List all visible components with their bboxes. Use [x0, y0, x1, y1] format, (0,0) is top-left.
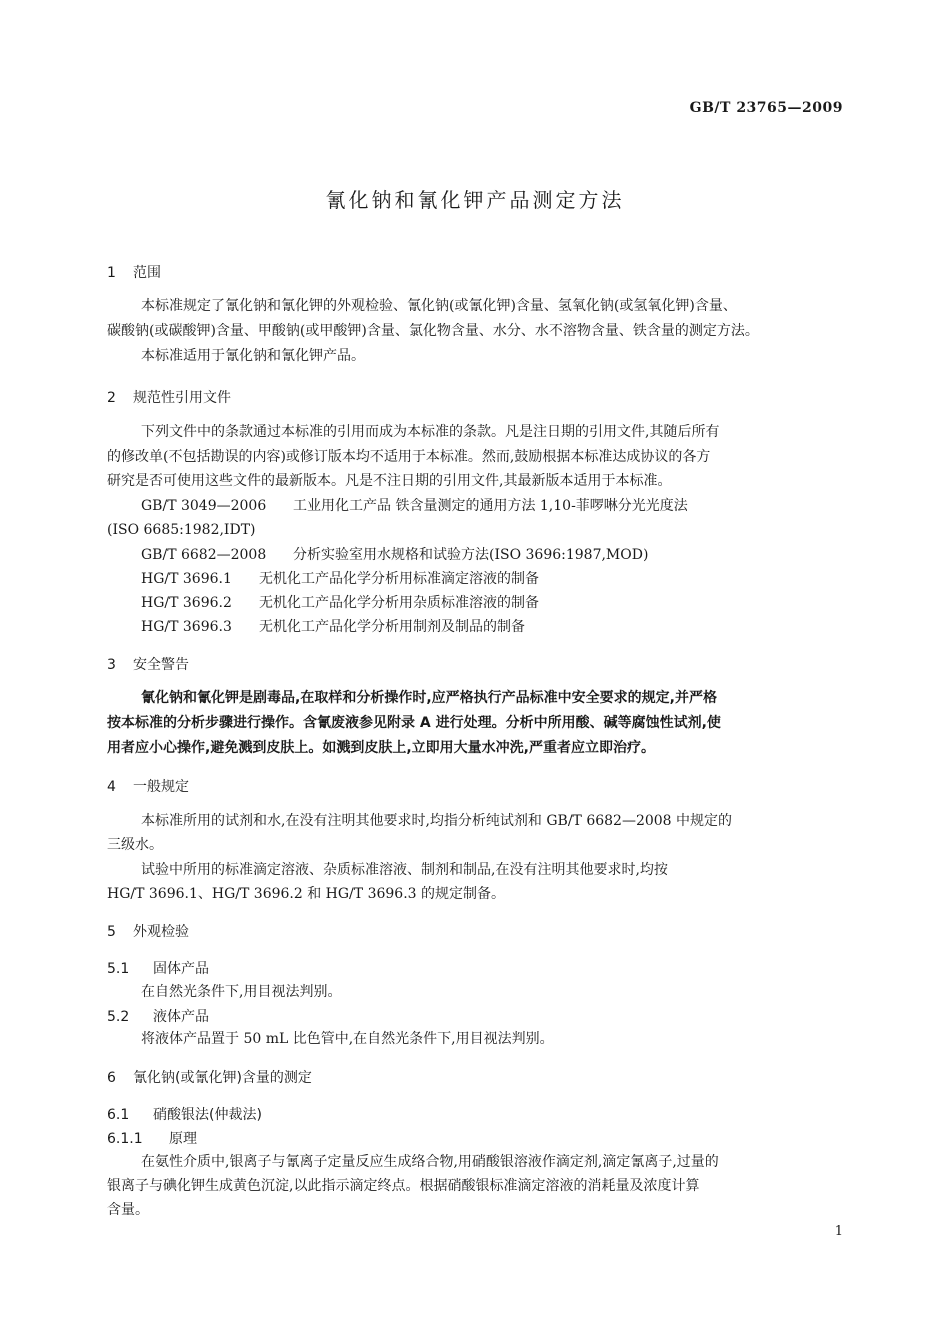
warning-line: 按本标准的分析步骤进行操作。含氰废液参见附录 A 进行处理。分析中所用酸、碱等腐蚀性试剂,使 [107, 715, 721, 731]
subsection-number: 6.1 [107, 1107, 130, 1123]
section-number: 6 [107, 1070, 116, 1086]
reference-code: GB/T 3049—2006 [141, 498, 267, 514]
paragraph-line: 本标准所用的试剂和水,在没有注明其他要求时,均指分析纯试剂和 GB/T 6682—2008 中规定的 [141, 813, 733, 829]
reference-code: HG/T 3696.2 [141, 595, 232, 611]
reference-code: GB/T 6682—2008 [141, 547, 267, 563]
paragraph-line: 本标准规定了氰化钠和氰化钾的外观检验、氰化钠(或氰化钾)含量、氢氧化钠(或氢氧化钾)含量、 [141, 298, 737, 314]
section-title: 规范性引用文件 [133, 390, 231, 406]
section-title: 安全警告 [133, 657, 189, 673]
paragraph-line: 试验中所用的标准滴定溶液、杂质标准溶液、制剂和制品,在没有注明其他要求时,均按 [141, 862, 668, 878]
reference-title: 分析实验室用水规格和试验方法(ISO 3696:1987,MOD) [293, 547, 649, 563]
reference-code: HG/T 3696.3 [141, 619, 232, 635]
section-number: 2 [107, 390, 116, 406]
subsection-title: 硝酸银法(仲裁法) [153, 1107, 262, 1123]
paragraph-line: 下列文件中的条款通过本标准的引用而成为本标准的条款。凡是注日期的引用文件,其随后所有 [141, 424, 720, 440]
section-number: 5 [107, 924, 116, 940]
section-1-heading [107, 262, 161, 282]
subsection-5-1-heading [107, 958, 209, 978]
section-4-heading [107, 776, 189, 796]
subsection-title: 固体产品 [153, 961, 209, 977]
reference-title: 工业用化工产品 铁含量测定的通用方法 1,10-菲啰啉分光光度法 [293, 498, 688, 514]
subsection-5-2-heading [107, 1006, 209, 1026]
reference-title: 无机化工产品化学分析用杂质标准溶液的制备 [259, 595, 539, 611]
section-6-heading [107, 1067, 312, 1087]
reference-continuation: (ISO 6685:1982,IDT) [107, 522, 256, 538]
paragraph-line: 在自然光条件下,用目视法判别。 [141, 984, 342, 1000]
reference-item [141, 591, 539, 616]
warning-line: 氰化钠和氰化钾是剧毒品,在取样和分析操作时,应严格执行产品标准中安全要求的规定,并严格 [141, 690, 717, 706]
section-2-heading [107, 387, 231, 407]
paragraph-line: 将液体产品置于 50 mL 比色管中,在自然光条件下,用目视法判别。 [141, 1031, 554, 1047]
subsection-title: 液体产品 [153, 1009, 209, 1025]
reference-title: 无机化工产品化学分析用标准滴定溶液的制备 [259, 571, 539, 587]
reference-item [141, 615, 525, 640]
document-title: 氰化钠和氰化钾产品测定方法 [325, 188, 625, 212]
warning-line: 用者应小心操作,避免溅到皮肤上。如溅到皮肤上,立即用大量水冲洗,严重者应立即治疗。 [107, 740, 655, 756]
subsection-6-1-1-heading [107, 1128, 197, 1148]
paragraph-line: 碳酸钠(或碳酸钾)含量、甲酸钠(或甲酸钾)含量、氯化物含量、水分、水不溶物含量、铁含量的测定方法。 [107, 323, 759, 339]
subsection-number: 5.1 [107, 961, 130, 977]
reference-code: HG/T 3696.1 [141, 571, 232, 587]
paragraph-line: 在氨性介质中,银离子与氰离子定量反应生成络合物,用硝酸银溶液作滴定剂,滴定氰离子,过量的 [141, 1154, 719, 1170]
reference-title: 无机化工产品化学分析用制剂及制品的制备 [259, 619, 525, 635]
section-title: 一般规定 [133, 779, 189, 795]
paragraph-line: 研究是否可使用这些文件的最新版本。凡是不注日期的引用文件,其最新版本适用于本标准。 [107, 473, 672, 489]
section-title: 氰化钠(或氰化钾)含量的测定 [133, 1070, 312, 1086]
section-number: 4 [107, 779, 116, 795]
page-number: 1 [834, 1224, 843, 1239]
section-number: 1 [107, 265, 116, 281]
subsection-number: 6.1.1 [107, 1131, 143, 1147]
reference-item [141, 567, 539, 592]
paragraph-line: HG/T 3696.1、HG/T 3696.2 和 HG/T 3696.3 的规定制备。 [107, 886, 506, 902]
reference-item [141, 494, 688, 519]
paragraph-line: 银离子与碘化钾生成黄色沉淀,以此指示滴定终点。根据硝酸银标准滴定溶液的消耗量及浓度计算 [107, 1178, 700, 1194]
paragraph-line: 的修改单(不包括勘误的内容)或修订版本均不适用于本标准。然而,鼓励根据本标准达成协议的各方 [107, 449, 711, 465]
subsection-6-1-heading [107, 1104, 262, 1124]
paragraph-line: 含量。 [107, 1202, 149, 1218]
subsection-number: 5.2 [107, 1009, 130, 1025]
section-title: 外观检验 [133, 924, 189, 940]
paragraph-line: 三级水。 [107, 837, 163, 853]
standard-number: GB/T 23765—2009 [689, 100, 843, 116]
subsection-title: 原理 [169, 1131, 197, 1147]
section-number: 3 [107, 657, 116, 673]
reference-item [141, 543, 648, 568]
section-3-heading [107, 654, 189, 674]
paragraph-line: 本标准适用于氰化钠和氰化钾产品。 [141, 348, 365, 364]
section-title: 范围 [133, 265, 161, 281]
section-5-heading [107, 921, 189, 941]
